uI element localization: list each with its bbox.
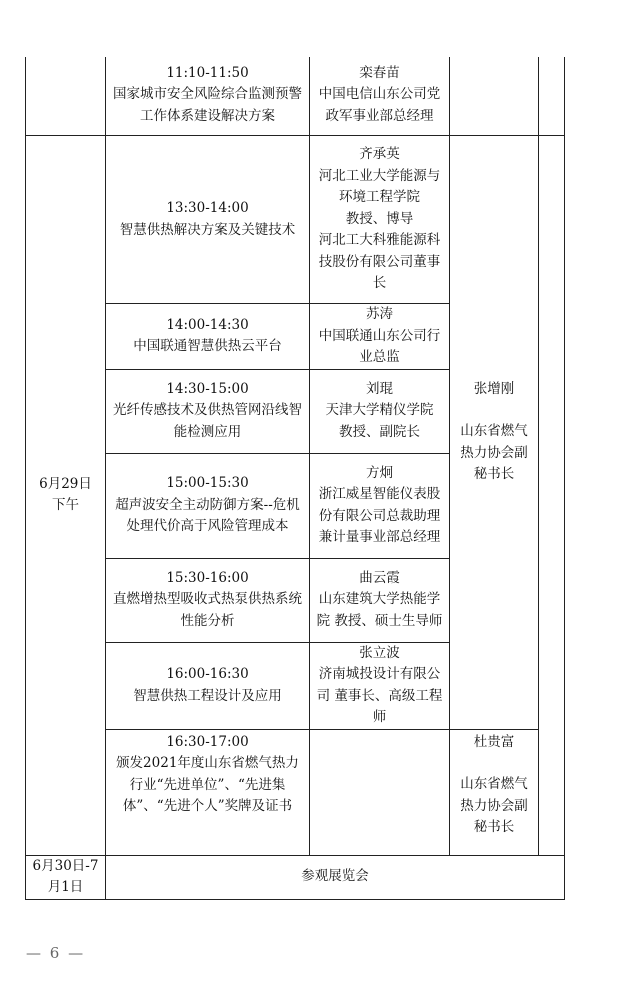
speaker-name: 苏涛 bbox=[366, 306, 393, 322]
session-title: 中国联通智慧供热云平台 bbox=[133, 338, 282, 355]
speaker-affiliation: 中国电信山东公司党政军事业部总经理 bbox=[318, 86, 441, 124]
session-time: 11:10-11:50 bbox=[166, 64, 249, 81]
speaker-affiliation: 济南城投设计有限公司 董事长、高级工程师 bbox=[316, 666, 443, 725]
session-time: 15:00-15:30 bbox=[166, 475, 249, 492]
speaker-name: 刘琨 bbox=[366, 380, 393, 397]
table-row bbox=[26, 136, 565, 304]
speaker-cell bbox=[310, 55, 450, 136]
expo-cell bbox=[106, 855, 565, 899]
speaker-title: 教授、博导 bbox=[345, 210, 414, 227]
session-title: 颁发2021年度山东省燃气热力行业“先进单位”、“先进集体”、“先进个人”奖牌及证书 bbox=[116, 755, 299, 814]
speaker-affiliation: 天津大学精仪学院 bbox=[325, 402, 434, 419]
host-title: 山东省燃气热力协会副秘书长 bbox=[460, 776, 528, 835]
extra-cell-empty bbox=[539, 136, 565, 856]
session-title: 直燃增热型吸收式热泵供热系统性能分析 bbox=[113, 591, 302, 629]
session-cell bbox=[106, 369, 310, 453]
session-title: 超声波安全主动防御方案--危机处理代价高于风险管理成本 bbox=[115, 496, 300, 535]
speaker-affiliation: 山东建筑大学热能学院 教授、硕士生导师 bbox=[316, 591, 443, 629]
speaker-cell bbox=[310, 304, 450, 370]
speaker-name: 曲云霞 bbox=[359, 569, 400, 586]
host-title: 山东省燃气热力协会副秘书长 bbox=[460, 423, 528, 483]
speaker-name: 栾春苗 bbox=[359, 64, 400, 81]
speaker-cell bbox=[310, 369, 450, 453]
host-name: 杜贵富 bbox=[473, 733, 515, 750]
speaker-cell bbox=[310, 642, 450, 729]
session-title: 智慧供热解决方案及关键技术 bbox=[119, 221, 296, 238]
page-number: — 6 — bbox=[26, 944, 86, 962]
session-title: 智慧供热工程设计及应用 bbox=[133, 687, 282, 704]
speaker-cell bbox=[310, 453, 450, 558]
session-cell bbox=[106, 55, 310, 136]
table-row bbox=[26, 55, 565, 136]
session-title: 光纤传感技术及供热管网沿线智能检测应用 bbox=[113, 402, 302, 440]
session-time: 14:30-15:00 bbox=[166, 380, 249, 397]
session-cell bbox=[106, 729, 310, 855]
speaker-title: 教授、副院长 bbox=[339, 423, 420, 440]
date-cell: 6月30日-7月1日 bbox=[26, 855, 106, 899]
speaker-cell bbox=[310, 136, 450, 304]
speaker-affiliation: 中国联通山东公司行业总监 bbox=[318, 327, 441, 365]
host-cell-empty bbox=[450, 55, 539, 136]
table-row bbox=[26, 729, 565, 855]
speaker-affiliation: 浙江威星智能仪表股份有限公司总裁助理兼计量事业部总经理 bbox=[318, 486, 441, 545]
session-time: 16:00-16:30 bbox=[166, 666, 249, 682]
session-time: 16:30-17:00 bbox=[166, 733, 249, 750]
host-cell bbox=[450, 729, 539, 855]
speaker-name: 方炯 bbox=[366, 464, 393, 481]
speaker-affiliation: 河北工业大学能源与环境工程学院 bbox=[318, 167, 441, 206]
speaker-cell-empty bbox=[310, 729, 450, 855]
session-title: 国家城市安全风险综合监测预警工作体系建设解决方案 bbox=[113, 86, 302, 124]
table-row bbox=[26, 855, 565, 899]
speaker-name: 齐承英 bbox=[359, 146, 400, 163]
speaker-name: 张立波 bbox=[359, 644, 400, 661]
date-cell: 6月29日下午 bbox=[26, 136, 106, 856]
session-cell bbox=[106, 558, 310, 642]
extra-cell-empty bbox=[539, 55, 565, 136]
session-cell bbox=[106, 453, 310, 558]
session-cell bbox=[106, 136, 310, 304]
date-cell-empty bbox=[26, 55, 106, 136]
host-cell bbox=[450, 136, 539, 730]
expo-label: 参观展览会 bbox=[301, 868, 369, 885]
session-cell bbox=[106, 642, 310, 729]
session-time: 13:30-14:00 bbox=[166, 200, 249, 216]
speaker-cell bbox=[310, 558, 450, 642]
session-cell bbox=[106, 304, 310, 370]
session-time: 15:30-16:00 bbox=[166, 569, 249, 586]
session-time: 14:00-14:30 bbox=[166, 316, 249, 333]
speaker-affiliation: 河北工大科雅能源科技股份有限公司董事长 bbox=[318, 232, 441, 292]
agenda-table bbox=[25, 54, 565, 900]
host-name: 张增刚 bbox=[473, 380, 515, 397]
